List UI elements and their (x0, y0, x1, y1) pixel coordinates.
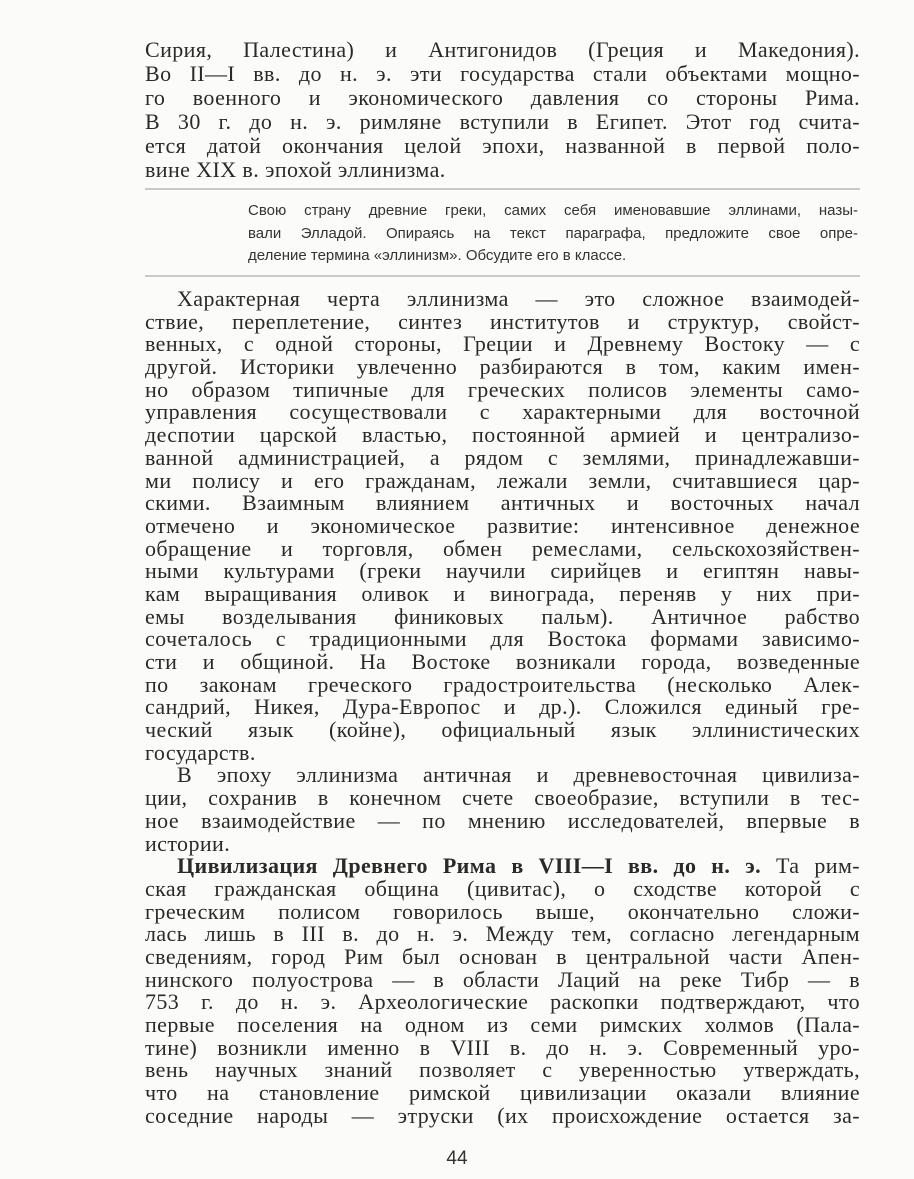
text-line: но образом типичные для греческих полисов элементы само- (145, 376, 860, 402)
text-line: вине XIX в. эпохой эллинизма. (145, 157, 446, 182)
text-line: сочеталось с традиционными для Востока формами зависимо- (145, 626, 860, 652)
text-line: сти и общиной. На Востоке возникали города, возведенные (145, 649, 860, 674)
text-line: греческим полисом говорилось выше, окончательно сложи- (145, 898, 860, 924)
text-line: емы возделывания финиковых пальм). Античное рабство (145, 603, 860, 629)
text-line: ется датой окончания целой эпохи, названной в первой поло- (145, 133, 860, 158)
text-line: Сирия, Палестина) и Антигонидов (Греция и Македония). (145, 37, 860, 62)
section-heading: Цивилизация Древнего Рима в VIII—I вв. до н. э. (177, 853, 762, 879)
text-line: ванной администрацией, а рядом с землями, принадлежавши- (145, 444, 860, 470)
text-line (145, 855, 860, 878)
text-line: скими. Взаимным влиянием античных и восточных начал (145, 490, 860, 516)
text-line: деление термина «эллинизм». Обсудите его в классе. (248, 247, 627, 264)
paragraph-2 (145, 764, 860, 855)
paragraph-1 (145, 288, 860, 764)
text-line: ская гражданская община (цивитас), о сходстве которой с (145, 875, 860, 901)
text-line: вень научных знаний позволяет с уверенностью утверждать, (145, 1057, 860, 1083)
text-line: тине) возникли именно в VIII в. до н. э. Современный уро- (145, 1034, 860, 1060)
text-line: соседние народы — этруски (их происхождение остается за- (145, 1102, 860, 1128)
text-line: сведениям, город Рим был основан в центральной части Апен- (145, 943, 860, 969)
text-line: обращение и торговля, обмен ремеслами, сельскохозяйствен- (145, 535, 860, 561)
text-line: В эпоху эллинизма античная и древневосточная цивилиза- (177, 762, 860, 788)
text-line: лась лишь в III в. до н. э. Между тем, согласно легендарным (145, 921, 860, 947)
text-line: деспотии царской властью, постоянной армией и централизо- (145, 422, 860, 448)
text-span: Та рим- (761, 853, 860, 879)
question-box (248, 200, 858, 268)
text-line: 753 г. до н. э. Археологические раскопки подтверждают, что (145, 989, 860, 1015)
paragraph-3 (145, 855, 860, 1127)
text-line: В 30 г. до н. э. римляне вступили в Египет. Этот год счита- (145, 109, 860, 134)
text-line: первые поселения на одном из семи римских холмов (Пала- (145, 1012, 860, 1037)
text-line: вали Элладой. Опираясь на текст параграфа, предложите свое опре- (248, 224, 858, 242)
text-line: го военного и экономического давления со стороны Рима. (145, 85, 860, 110)
text-line: ствие, переплетение, синтез институтов и структур, свойст- (145, 308, 860, 334)
text-line: ции, сохранив в конечном счете своеобразие, вступили в тес- (145, 785, 860, 811)
box-bottom-rule (145, 275, 860, 277)
text-line: кам выращивания оливок и винограда, переняв у них при- (145, 580, 860, 606)
text-line: ное взаимодействие — по мнению исследователей, впервые в (145, 807, 860, 833)
text-line: венных, с одной стороны, Греции и Древнему Востоку — с (145, 331, 860, 357)
text-line: другой. Историки увлеченно разбираются в том, каким имен- (145, 354, 860, 380)
main-text (145, 288, 860, 1127)
text-line: управления сосуществовали с характерными для восточной (145, 399, 860, 425)
text-line: отмечено и экономическое развитие: интенсивное денежное (145, 512, 860, 538)
text-line: сандрий, Никея, Дура-Европос и др.). Сложился единый гре- (145, 694, 860, 720)
text-line: Характерная черта эллинизма — это сложное взаимодей- (177, 286, 860, 311)
top-paragraph (145, 38, 860, 182)
page-number: 44 (446, 1148, 468, 1169)
text-line: Свою страну древние греки, самих себя именовавшие эллинами, назы- (248, 202, 858, 219)
text-line: ческий язык (койне), официальный язык эллинистических (145, 717, 860, 743)
text-line: государств. (145, 739, 256, 765)
text-line: ными культурами (греки научили сирийцев и египтян навы- (145, 558, 860, 584)
text-line: истории. (145, 830, 231, 856)
box-top-rule (145, 188, 860, 190)
text-line: что на становление римской цивилизации оказали влияние (145, 1080, 860, 1106)
text-line: по законам греческого градостроительства (несколько Алек- (145, 671, 860, 697)
text-line: нинского полуострова — в области Лаций на реке Тибр — в (145, 966, 860, 992)
text-line: Во II—I вв. до н. э. эти государства стали объектами мощно- (145, 61, 860, 86)
text-line: ми полису и его гражданам, лежали земли, считавшиеся цар- (145, 467, 860, 493)
